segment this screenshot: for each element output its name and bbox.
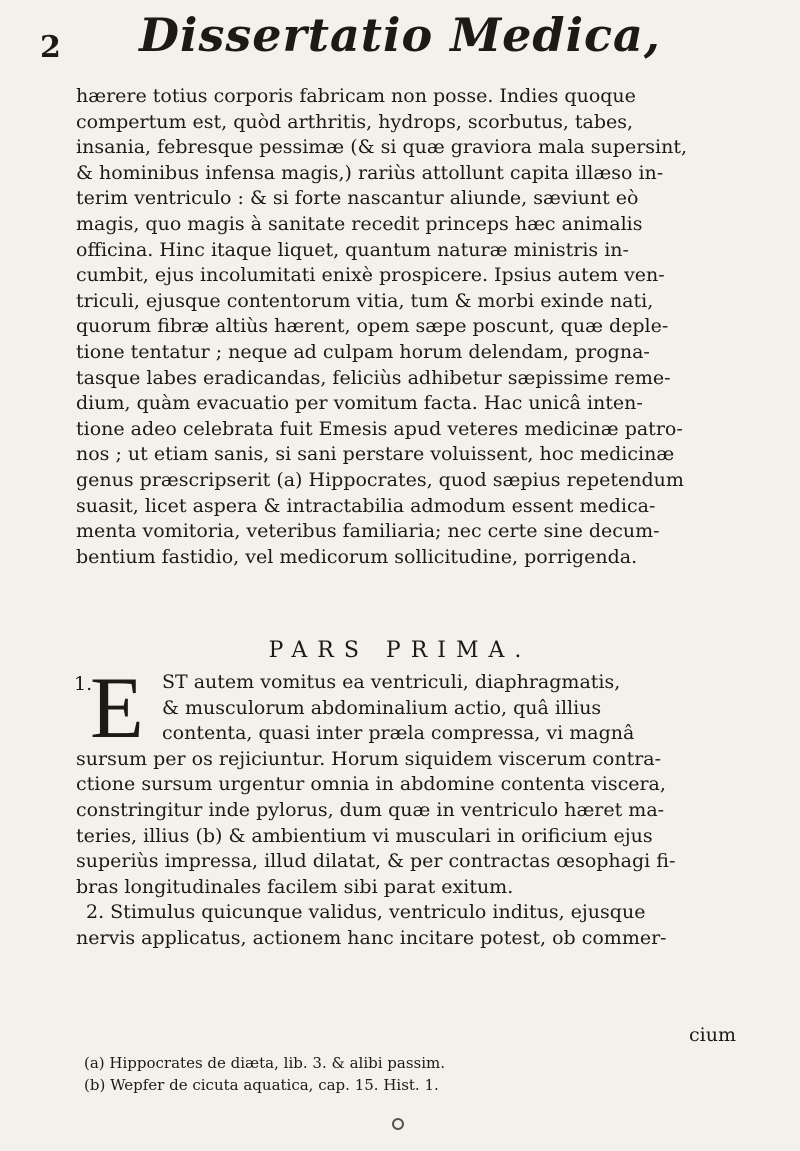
text-line: ctione sursum urgentur omnia in abdomine contenta viscera,	[76, 773, 666, 796]
running-title: Dissertatio Medica,	[139, 8, 661, 62]
text-line: superiùs impressa, illud dilatat, & per contractas œsophagi fi-	[76, 850, 676, 873]
section-number: 1.	[74, 673, 93, 695]
text-line: terim ventriculo : & si forte nascantur aliunde, sæviunt eò	[76, 187, 639, 210]
text-line: officina. Hinc itaque liquet, quantum naturæ ministris in-	[76, 238, 629, 261]
text-line: tasque labes eradicandas, feliciùs adhibetur sæpissime reme-	[76, 366, 671, 389]
text-line: insania, febresque pessimæ (& si quæ graviora mala supersint,	[76, 136, 688, 159]
page-header	[40, 8, 760, 78]
text-line: constringitur inde pylorus, dum quæ in ventriculo hæret ma-	[76, 798, 665, 821]
text-line: nos ; ut etiam sanis, si sani perstare voluissent, hoc medicinæ	[76, 443, 675, 466]
text-line: genus præscripserit (a) Hippocrates, quod sæpius repetendum	[76, 468, 684, 491]
text-line: & musculorum abdominalium actio, quâ illius	[162, 696, 602, 719]
printer-mark	[392, 1118, 404, 1130]
text-line: sursum per os rejiciuntur. Horum siquidem viscerum contra-	[76, 747, 662, 770]
text-line: dium, quàm evacuatio per vomitum facta. Hac unicâ inten-	[76, 392, 643, 415]
text-line: bentium fastidio, vel medicorum sollicitudine, porrigenda.	[76, 545, 638, 568]
text-line: triculi, ejusque contentorum vitia, tum & morbi exinde nati,	[76, 289, 654, 312]
text-line: tione adeo celebrata fuit Emesis apud veteres medicinæ patro-	[76, 417, 683, 440]
catchword: cium	[689, 1024, 736, 1046]
text-line: cumbit, ejus incolumitati enixè prospicere. Ipsius autem ven-	[76, 264, 665, 287]
drop-cap: E	[90, 660, 144, 757]
text-line: contenta, quasi inter præla compressa, vi magnâ	[162, 722, 635, 745]
text-line: & hominibus infensa magis,) rariùs attollunt capita illæso in-	[76, 161, 664, 184]
text-line: quorum fibræ altiùs hærent, opem sæpe poscunt, quæ deple-	[76, 315, 669, 338]
footnotes	[84, 1052, 734, 1096]
intro-paragraph	[76, 84, 736, 570]
text-line: magis, quo magis à sanitate recedit princeps hæc animalis	[76, 212, 643, 235]
page-number: 2	[40, 30, 61, 65]
section-1	[74, 660, 736, 952]
text-line: tione tentatur ; neque ad culpam horum delendam, progna-	[76, 340, 650, 363]
part-heading: PARS PRIMA.	[268, 638, 532, 663]
text-line: teries, illius (b) & ambientium vi musculari in orificium ejus	[76, 824, 653, 847]
footnote-a: (a) Hippocrates de diæta, lib. 3. & alibi passim.	[84, 1054, 446, 1072]
text-line: nervis applicatus, actionem hanc incitare potest, ob commer-	[76, 926, 667, 949]
text-line: 2. Stimulus quicunque validus, ventriculo inditus, ejusque	[86, 901, 646, 924]
text-line: ST autem vomitus ea ventriculi, diaphragmatis,	[162, 671, 621, 693]
text-line: menta vomitoria, veteribus familiaria; nec certe sine decum-	[76, 520, 660, 543]
text-line: suasit, licet aspera & intractabilia admodum essent medica-	[76, 494, 656, 517]
footnote-b: (b) Wepfer de cicuta aquatica, cap. 15. Hist. 1.	[84, 1076, 439, 1094]
text-line: hærere totius corporis fabricam non posse. Indies quoque	[76, 85, 636, 107]
text-line: bras longitudinales facilem sibi parat exitum.	[76, 875, 514, 898]
text-line: compertum est, quòd arthritis, hydrops, scorbutus, tabes,	[76, 110, 634, 133]
